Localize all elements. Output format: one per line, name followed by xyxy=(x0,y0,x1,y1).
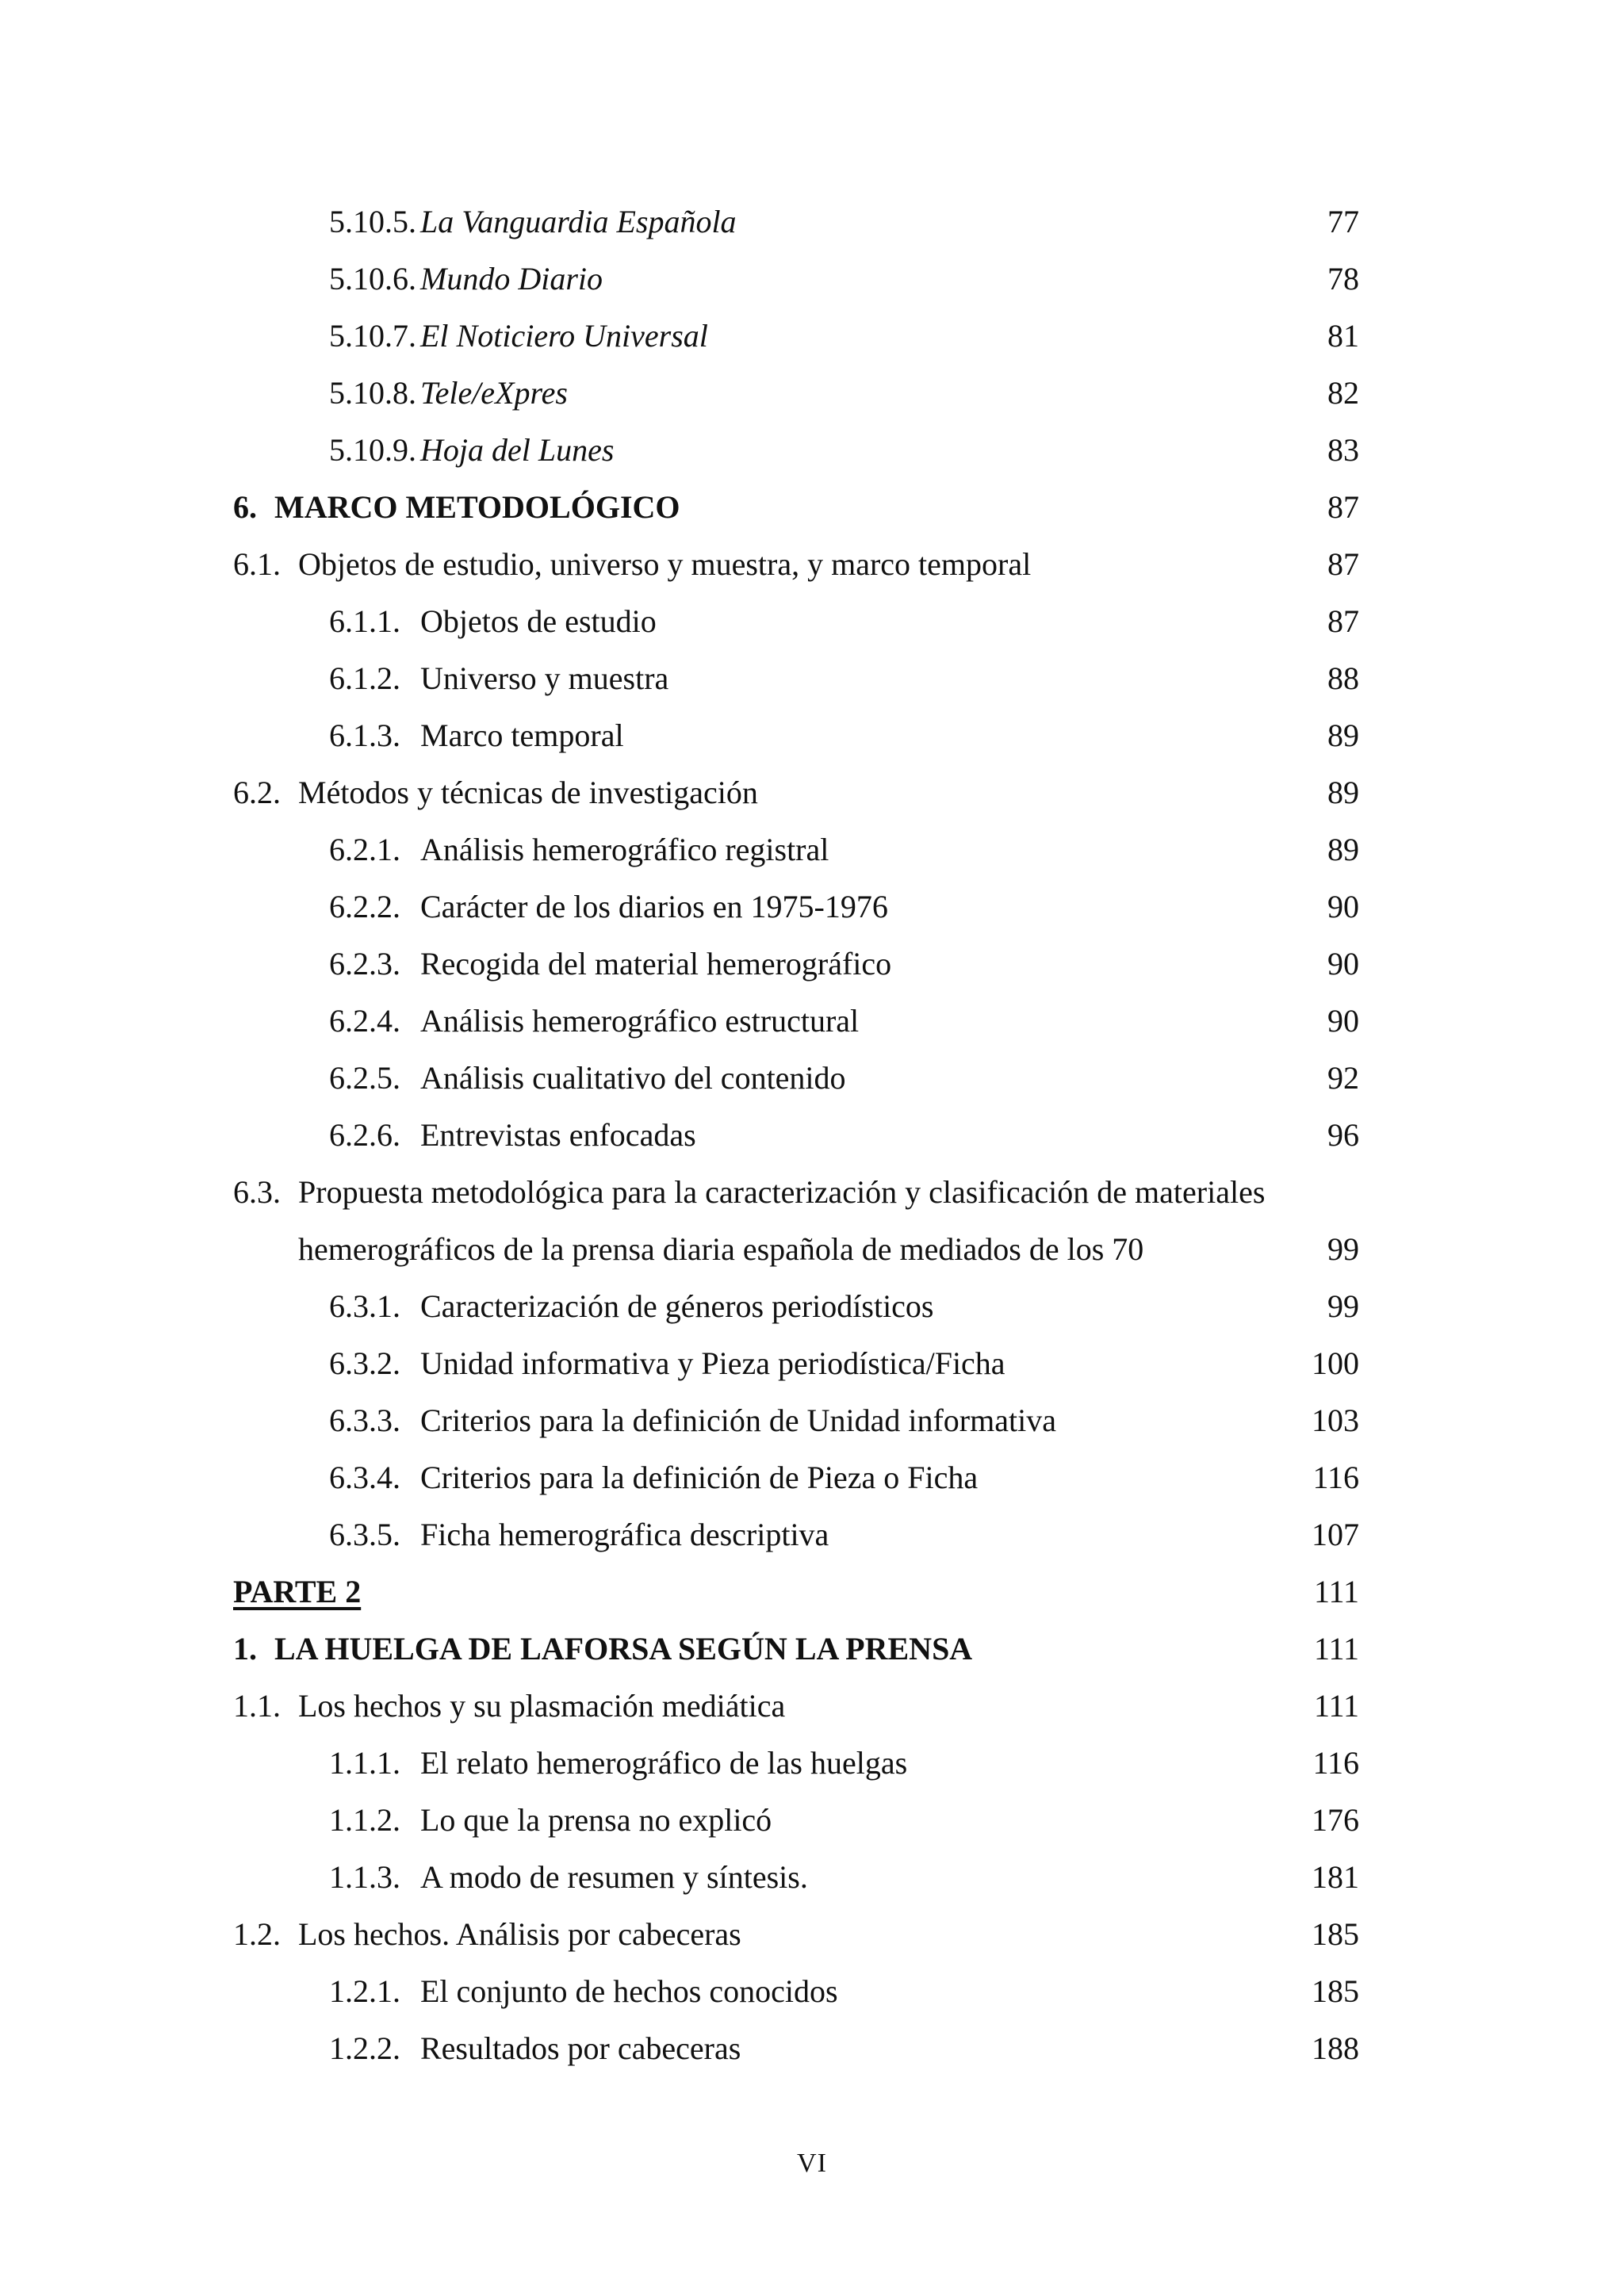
toc-entry-page: 77 xyxy=(1327,204,1359,239)
toc-entry-title: El relato hemerográfico de las huelgas xyxy=(420,1745,908,1781)
toc-entry-page: 90 xyxy=(1327,946,1359,982)
toc-entry-number: 6.3.1. xyxy=(329,1288,400,1324)
toc-entry-title: A modo de resumen y síntesis. xyxy=(420,1859,808,1895)
toc-entry-number: 6.3.5. xyxy=(329,1517,400,1552)
toc-entry xyxy=(0,1792,1624,1849)
toc-entry xyxy=(0,536,1624,593)
toc-entry-page: 185 xyxy=(1312,1916,1359,1952)
toc-entry xyxy=(0,650,1624,707)
toc-entry xyxy=(0,1678,1624,1735)
toc-entry xyxy=(0,1906,1624,1963)
toc-entry-title: Tele/eXpres xyxy=(420,375,568,411)
toc-entry-number: 6. xyxy=(233,489,257,525)
toc-entry-page: 96 xyxy=(1327,1117,1359,1153)
toc-entry xyxy=(0,1392,1624,1449)
toc-entry-page: 111 xyxy=(1313,1574,1359,1609)
toc-entry-title: Los hechos. Análisis por cabeceras xyxy=(298,1916,741,1952)
toc-entry-title: Análisis cualitativo del contenido xyxy=(420,1060,846,1096)
toc-entry-title: Objetos de estudio, universo y muestra, y marco temporal xyxy=(298,546,1032,582)
toc-entry-title: Los hechos y su plasmación mediática xyxy=(298,1688,786,1724)
toc-entry-number: 6.2.1. xyxy=(329,832,400,867)
toc-entry xyxy=(0,593,1624,650)
toc-entry-number: 6.2.5. xyxy=(329,1060,400,1096)
toc-entry xyxy=(0,878,1624,936)
toc-entry xyxy=(0,251,1624,308)
toc-entry-number: 6.2. xyxy=(233,775,281,810)
toc-entry-title: Criterios para la definición de Unidad informativa xyxy=(420,1402,1056,1438)
toc-entry xyxy=(0,1050,1624,1107)
toc-entry-number: 1.2. xyxy=(233,1916,281,1952)
toc-entry-number: 6.1.3. xyxy=(329,718,400,753)
toc-entry-page: 83 xyxy=(1327,432,1359,468)
toc-entry-number: 1.2.1. xyxy=(329,1973,400,2009)
toc-entry-page: 92 xyxy=(1327,1060,1359,1096)
toc-entry-page: 88 xyxy=(1327,660,1359,696)
toc-entry-title: Ficha hemerográfica descriptiva xyxy=(420,1517,829,1552)
toc-entry xyxy=(0,1221,1624,1278)
toc-entry-title: Carácter de los diarios en 1975-1976 xyxy=(420,889,888,924)
toc-entry-title: Resultados por cabeceras xyxy=(420,2030,741,2066)
toc-entry-title: Análisis hemerográfico registral xyxy=(420,832,829,867)
toc-entry-title: Métodos y técnicas de investigación xyxy=(298,775,758,810)
toc-entry xyxy=(0,1621,1624,1678)
toc-entry-page: 89 xyxy=(1327,718,1359,753)
toc-entry-number: 5.10.7. xyxy=(329,318,416,354)
toc-entry-page: 116 xyxy=(1312,1460,1359,1495)
toc-entry-page: 99 xyxy=(1327,1288,1359,1324)
toc-entry-number: 1.2.2. xyxy=(329,2030,400,2066)
toc-entry-page: 103 xyxy=(1312,1402,1359,1438)
toc-entry-number: 6.1. xyxy=(233,546,281,582)
toc-entry-page: 87 xyxy=(1327,546,1359,582)
toc-entry xyxy=(0,1164,1624,1221)
toc-entry-number: 1.1.3. xyxy=(329,1859,400,1895)
toc-entry xyxy=(0,1335,1624,1392)
toc-entry xyxy=(0,764,1624,821)
toc-entry xyxy=(0,479,1624,536)
toc-entry-title: Análisis hemerográfico estructural xyxy=(420,1003,860,1039)
toc-entry xyxy=(0,2020,1624,2077)
toc-entry-title: Objetos de estudio xyxy=(420,603,657,639)
toc-entry xyxy=(0,1963,1624,2020)
toc-entry xyxy=(0,707,1624,764)
toc-entry xyxy=(0,365,1624,422)
toc-entry-number: 6.1.1. xyxy=(329,603,400,639)
toc-entry-title: El conjunto de hechos conocidos xyxy=(420,1973,838,2009)
toc-entry-title: LA HUELGA DE LAFORSA SEGÚN LA PRENSA xyxy=(274,1631,973,1667)
toc-entry-page: 87 xyxy=(1327,603,1359,639)
toc-entry-page: 100 xyxy=(1312,1345,1359,1381)
toc-entry-title: hemerográficos de la prensa diaria española de mediados de los 70 xyxy=(298,1231,1144,1267)
toc-entry-page: 89 xyxy=(1327,832,1359,867)
toc-entry-title: Lo que la prensa no explicó xyxy=(420,1802,772,1838)
toc-entry xyxy=(0,821,1624,878)
toc-entry-title: Marco temporal xyxy=(420,718,624,753)
toc-entry-number: 5.10.5. xyxy=(329,204,416,239)
toc-entry-page: 111 xyxy=(1313,1688,1359,1724)
toc-entry-page: 82 xyxy=(1327,375,1359,411)
toc-entry-title: Hoja del Lunes xyxy=(420,432,615,468)
toc-entry-title: MARCO METODOLÓGICO xyxy=(274,489,680,525)
toc-entry-title: Universo y muestra xyxy=(420,660,669,696)
toc-entry-title: Recogida del material hemerográfico xyxy=(420,946,892,982)
toc-entry-page: 111 xyxy=(1313,1631,1359,1667)
toc-entry xyxy=(0,993,1624,1050)
toc-entry-page: 181 xyxy=(1312,1859,1359,1895)
toc-entry-number: 6.2.4. xyxy=(329,1003,400,1039)
toc-entry xyxy=(0,1449,1624,1506)
toc-entry xyxy=(0,193,1624,251)
toc-entry-page: 176 xyxy=(1312,1802,1359,1838)
toc-entry-number: 5.10.9. xyxy=(329,432,416,468)
toc-entry xyxy=(0,1107,1624,1164)
toc-entry-number: 1.1.1. xyxy=(329,1745,400,1781)
toc-entry-page: 116 xyxy=(1312,1745,1359,1781)
toc-entry-title: Entrevistas enfocadas xyxy=(420,1117,696,1153)
page-number: VI xyxy=(797,2149,827,2178)
toc-entry-page: 78 xyxy=(1327,261,1359,297)
toc-entry-number: 6.2.6. xyxy=(329,1117,400,1153)
toc-entry-number: 6.3. xyxy=(233,1174,281,1210)
toc-entry-number: 5.10.8. xyxy=(329,375,416,411)
toc-entry xyxy=(0,1849,1624,1906)
toc-entry-title: El Noticiero Universal xyxy=(420,318,708,354)
toc-entry-number: 1. xyxy=(233,1631,257,1667)
toc-entry-title: Criterios para la definición de Pieza o Ficha xyxy=(420,1460,979,1495)
toc-entry xyxy=(0,936,1624,993)
toc-entry-title: Mundo Diario xyxy=(420,261,603,297)
toc-entry xyxy=(0,308,1624,365)
toc-entry-title: Unidad informativa y Pieza periodística/Ficha xyxy=(420,1345,1005,1381)
toc-entry-page: 87 xyxy=(1327,489,1359,525)
toc-entry xyxy=(0,1506,1624,1563)
toc-entry-number: 1.1. xyxy=(233,1688,281,1724)
toc-entry-page: 90 xyxy=(1327,889,1359,924)
toc-entry-number: 6.2.3. xyxy=(329,946,400,982)
toc-entry-page: 188 xyxy=(1312,2030,1359,2066)
toc-entry-title: Propuesta metodológica para la caracterización y clasificación de materiales xyxy=(298,1174,1266,1210)
toc-entry-page: 81 xyxy=(1327,318,1359,354)
toc-entry-title: Caracterización de géneros periodísticos xyxy=(420,1288,934,1324)
toc-entry-number: 6.3.3. xyxy=(329,1402,400,1438)
toc-entry xyxy=(0,1735,1624,1792)
toc-entry xyxy=(0,1278,1624,1335)
toc-entry-page: 89 xyxy=(1327,775,1359,810)
toc-entry-number: 6.1.2. xyxy=(329,660,400,696)
toc-entry-title: La Vanguardia Española xyxy=(420,204,737,239)
toc-entry xyxy=(0,422,1624,479)
toc-entry-number: 6.3.4. xyxy=(329,1460,400,1495)
toc-entry-number: 6.2.2. xyxy=(329,889,400,924)
toc-entry-page: 90 xyxy=(1327,1003,1359,1039)
toc-entry xyxy=(0,1563,1624,1621)
table-of-contents xyxy=(0,193,1624,2077)
toc-entry-page: 107 xyxy=(1312,1517,1359,1552)
toc-entry-number: 1.1.2. xyxy=(329,1802,400,1838)
toc-entry-page: 99 xyxy=(1327,1231,1359,1267)
toc-entry-number: 5.10.6. xyxy=(329,261,416,297)
toc-entry-page: 185 xyxy=(1312,1973,1359,2009)
toc-entry-number: 6.3.2. xyxy=(329,1345,400,1381)
toc-entry-title: PARTE 2 xyxy=(233,1574,362,1609)
